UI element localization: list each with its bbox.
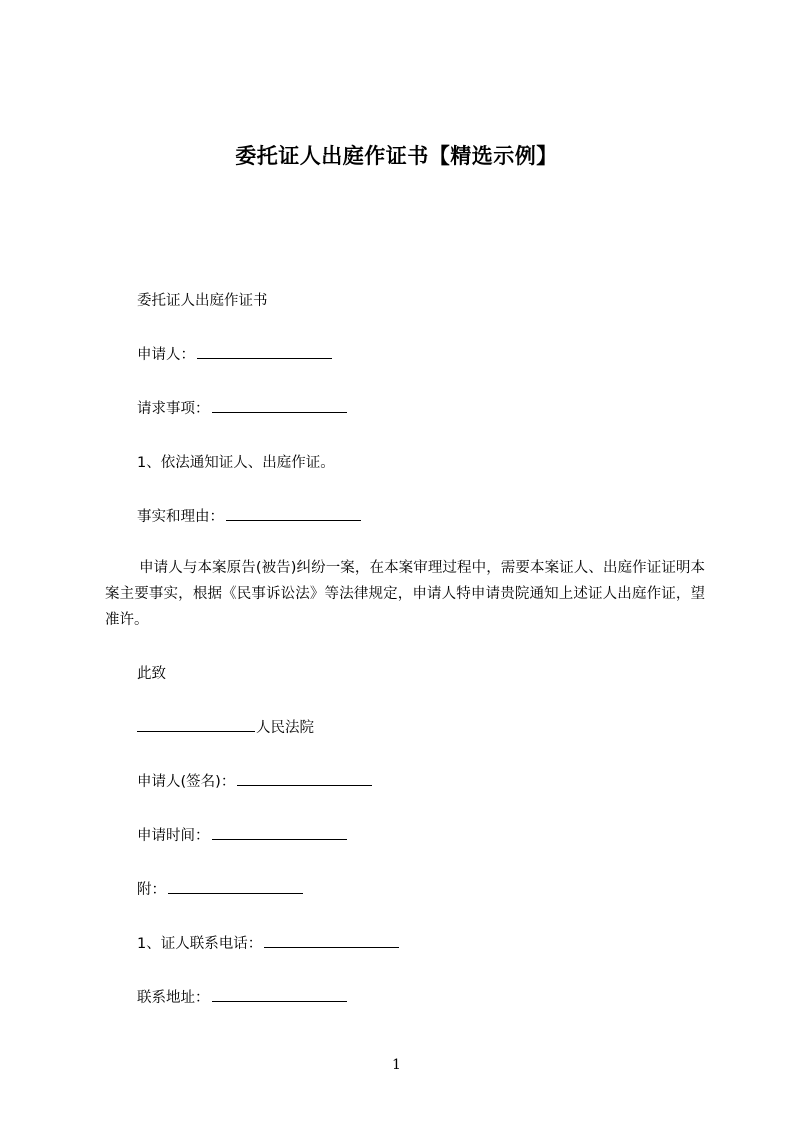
attachment-line [137,880,303,900]
attachment-blank [168,881,303,894]
body-paragraph-text: 申请人与本案原告(被告)纠纷一案，在本案审理过程中，需要本案证人、出庭作证证明本案主要事实，根据《民事诉讼法》等法律规定，申请人特申请贵院通知上述证人出庭作证，望准许。 [105,560,705,628]
applicant-line [137,345,332,365]
document-title: 委托证人出庭作证书【精选示例】 [235,144,558,168]
contact-address-blank [212,989,347,1002]
applicant-label: 申请人： [137,347,195,363]
applicant-signature-label: 申请人(签名)： [137,774,236,790]
document-subtitle: 委托证人出庭作证书 [137,293,268,309]
salutation: 此致 [137,666,166,682]
facts-reasons-line [137,507,361,527]
applicant-signature-blank [237,773,372,786]
application-time-blank [212,827,347,840]
court-name-blank [137,719,255,732]
court-line [137,718,314,738]
request-item-1: 1、依法通知证人、出庭作证。 [137,455,335,471]
contact-address-line [137,988,347,1008]
court-suffix: 人民法院 [256,720,314,736]
application-time-line [137,826,347,846]
body-paragraph [105,555,705,633]
application-time-label: 申请时间： [137,828,210,844]
attachment-label: 附： [137,882,166,898]
witness-phone-label: 1、证人联系电话： [137,936,263,952]
applicant-blank [197,346,332,359]
contact-address-label: 联系地址： [137,990,210,1006]
witness-phone-blank [264,935,399,948]
facts-reasons-blank [226,508,361,521]
request-items-line [137,399,347,419]
applicant-signature-line [137,772,372,792]
facts-reasons-label: 事实和理由： [137,509,224,525]
request-items-blank [212,400,347,413]
page-number: 1 [392,1057,401,1073]
request-items-label: 请求事项： [137,401,210,417]
witness-phone-line [137,934,399,954]
